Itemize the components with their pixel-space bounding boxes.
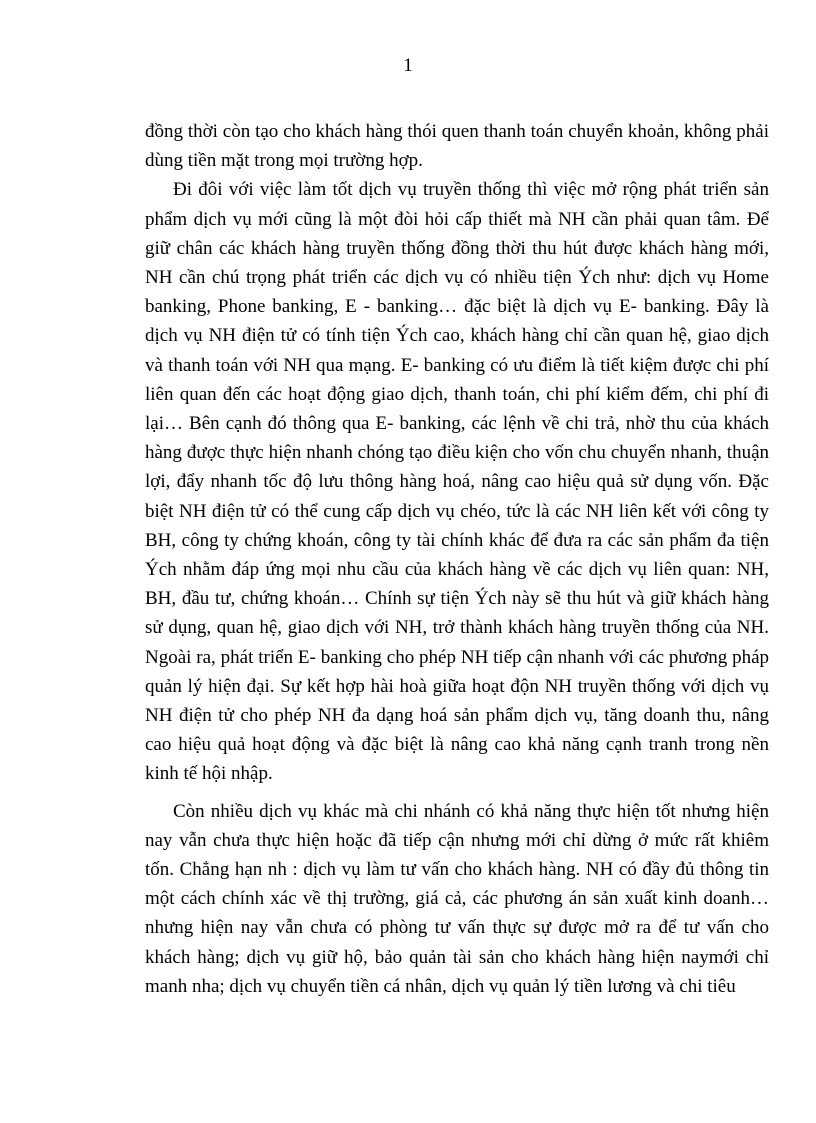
body-text bbox=[145, 117, 769, 1001]
paragraph-continuation: đồng thời còn tạo cho khách hàng thói quen thanh toán chuyển khoản, không phải dùng tiền mặt trong mọi trường hợp. bbox=[145, 121, 769, 172]
page-number: 1 bbox=[403, 55, 413, 76]
paragraph-other-services: Còn nhiều dịch vụ khác mà chi nhánh có khả năng thực hiện tốt nhưng hiện nay vẫn chưa thực hiện hoặc đã tiếp cận nhưng mới chỉ dừng ở mức rất khiêm tốn. Chẳng hạn nh : dịch vụ làm tư vấn cho khách hàng. NH có đầy đủ thông tin một cách chính xác về thị trường, giá cả, các phương án sản xuất kinh doanh… nhưng hiện nay vẫn chưa có phòng tư vấn thực sự được mở ra để tư vấn cho khách hàng; dịch vụ giữ hộ, bảo quản tài sản cho khách hàng hiện naymới chỉ manh nha; dịch vụ chuyển tiền cá nhân, dịch vụ quản lý tiền lương và chi tiêu bbox=[145, 800, 769, 997]
paragraph-e-banking: Đi đôi với việc làm tốt dịch vụ truyền thống thì việc mở rộng phát triển sản phẩm dịch vụ mới cũng là một đòi hỏi cấp thiết mà NH cần phải quan tâm. Để giữ chân các khách hàng truyền thống đồng thời thu hút được khách hàng mới, NH cần chú trọng phát triển các dịch vụ có nhiều tiện Ých như: dịch vụ Home banking, Phone banking, E - banking… đặc biệt là dịch vụ E- banking. Đây là dịch vụ NH điện tử có tính tiện Ých cao, khách hàng chỉ cần quan hệ, giao dịch và thanh toán với NH qua mạng. E- banking có ưu điểm là tiết kiệm được chi phí liên quan đến các hoạt động giao dịch, thanh toán, chi phí kiểm đếm, chi phí đi lại… Bên cạnh đó thông qua E- banking, các lệnh về chi trả, nhờ thu của khách hàng được thực hiện nhanh chóng tạo điều kiện cho vốn chu chuyển nhanh, thuận lợi, đẩy nhanh tốc độ lưu thông hàng hoá, nâng cao hiệu quả sử dụng vốn. Đặc biệt NH điện tử có thể cung cấp dịch vụ chéo, tức là các NH liên kết với công ty BH, công ty chứng khoán, công ty tài chính khác để đưa ra các sản phẩm đa tiện Ých nhằm đáp ứng mọi nhu cầu của khách hàng về các dịch vụ liên quan: NH, BH, đầu tư, chứng khoán… Chính sự tiện Ých này sẽ thu hút và giữ khách hàng sử dụng, quan hệ, giao dịch với NH, trở thành khách hàng truyền thống của NH. Ngoài ra, phát triển E- banking cho phép NH tiếp cận nhanh với các phương pháp quản lý hiện đại. Sự kết hợp hài hoà giữa hoạt độn NH truyền thống với dịch vụ NH điện tử cho phép NH đa dạng hoá sản phẩm dịch vụ, tăng doanh thu, nâng cao hiệu quả hoạt động và đặc biệt là nâng cao khả năng cạnh tranh trong nền kinh tế hội nhập. bbox=[145, 179, 769, 785]
